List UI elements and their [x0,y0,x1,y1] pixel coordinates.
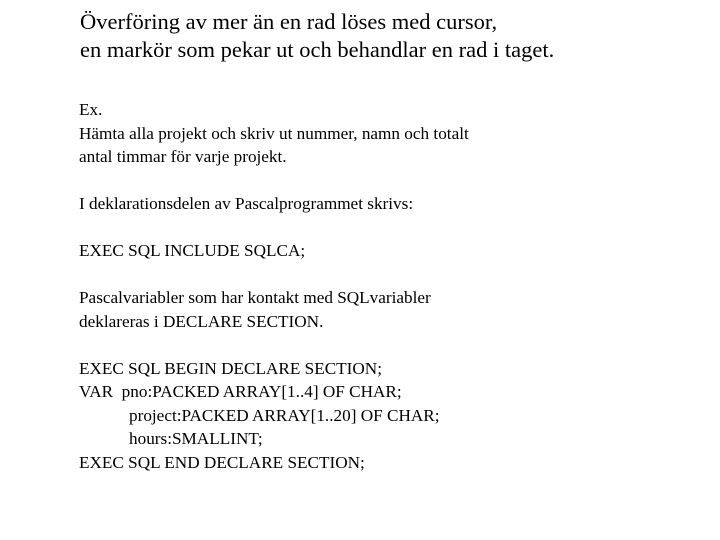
include-paragraph [79,239,699,263]
example-label: Ex. [79,100,103,119]
code-project: project:PACKED ARRAY[1..20] OF CHAR; [129,405,440,425]
code-hours: hours:SMALLINT; [129,429,263,448]
spacer [79,263,699,287]
example-line-2: antal timmar för varje projekt. [79,147,287,166]
heading-line-1-prefix: Överföring av mer än en rad löses med [80,9,437,34]
example-paragraph [79,98,699,169]
spacer [79,216,699,240]
spacer [79,169,699,193]
variables-intro-paragraph [79,286,699,333]
include-statement: EXEC SQL INCLUDE SQLCA; [79,241,306,260]
code-begin-declare: EXEC SQL BEGIN DECLARE SECTION; [79,358,382,378]
code-block [79,357,699,475]
code-end-declare: EXEC SQL END DECLARE SECTION; [79,452,365,472]
heading-line-2: en markör som pekar ut och behandlar en rad i taget. [80,37,555,62]
heading-line-1 [80,8,700,36]
example-line-1: Hämta alla projekt och skriv ut nummer, namn och totalt [79,123,469,143]
slide-heading [80,8,700,64]
variables-intro-line-1: Pascalvariabler som har kontakt med SQLvariabler [79,288,431,307]
spacer [79,333,699,357]
slide-body [79,98,699,474]
code-var-pno: VAR pno:PACKED ARRAY[1..4] OF CHAR; [79,382,402,401]
heading-line-1-suffix: , [491,9,498,34]
declaration-intro: I deklarationsdelen av Pascalprogrammet skrivs: [79,194,414,213]
declaration-intro-paragraph [79,192,699,216]
variables-intro-line-2: deklareras i DECLARE SECTION. [79,311,324,331]
heading-emphasis-cursor: cursor [436,9,492,34]
